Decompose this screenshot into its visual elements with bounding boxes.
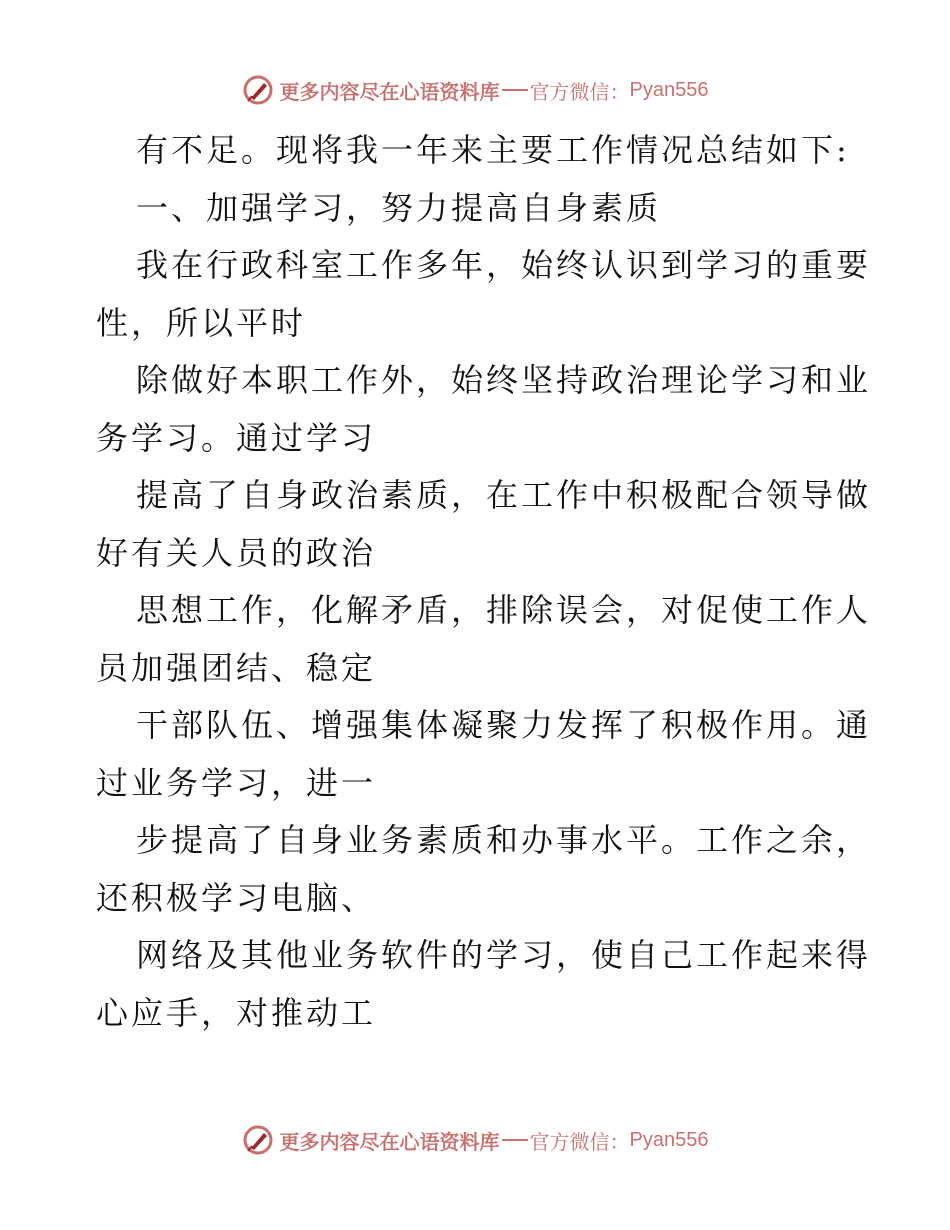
body-line: 心应手，对推动工 [96,993,377,1032]
body-line: 好有关人员的政治 [96,533,377,572]
banner-slogan: 更多内容尽在心语资料库 [279,1129,500,1154]
body-line: 一、加强学习，努力提高自身素质 [136,188,662,227]
banner-wechat-label: 官方微信： [529,1129,630,1154]
quill-logo-icon [242,74,274,106]
body-line: 思想工作，化解矛盾，排除误会，对促使工作人 [136,591,872,629]
banner-wechat-label: 官方微信： [529,79,630,104]
footer-banner [0,1120,950,1160]
body-line: 除做好本职工作外，始终坚持政治理论学习和业 [136,361,872,399]
document-body [96,122,872,1042]
body-line: 性，所以平时 [96,303,307,342]
body-line: 干部队伍、增强集体凝聚力发挥了积极作用。通 [136,706,872,744]
body-line: 有不足。现将我一年来主要工作情况总结如下: [136,131,850,169]
body-line: 还积极学习电脑、 [96,878,377,917]
body-line: 过业务学习，进一 [96,763,377,802]
body-line: 员加强团结、稳定 [96,648,377,687]
body-line: 网络及其他业务软件的学习，使自己工作起来得 [136,936,872,974]
quill-logo-icon [242,1124,274,1156]
header-banner [0,70,950,110]
body-line: 步提高了自身业务素质和办事水平。工作之余， [136,821,872,859]
banner-wechat-id: Pyan556 [629,78,709,101]
banner-wechat-id: Pyan556 [629,1128,709,1151]
banner-slogan: 更多内容尽在心语资料库 [279,79,500,104]
body-line: 我在行政科室工作多年，始终认识到学习的重要 [136,246,872,284]
banner-dash [502,1139,528,1141]
body-line: 务学习。通过学习 [96,418,377,457]
banner-dash [502,89,528,91]
body-line: 提高了自身政治素质，在工作中积极配合领导做 [136,476,872,514]
